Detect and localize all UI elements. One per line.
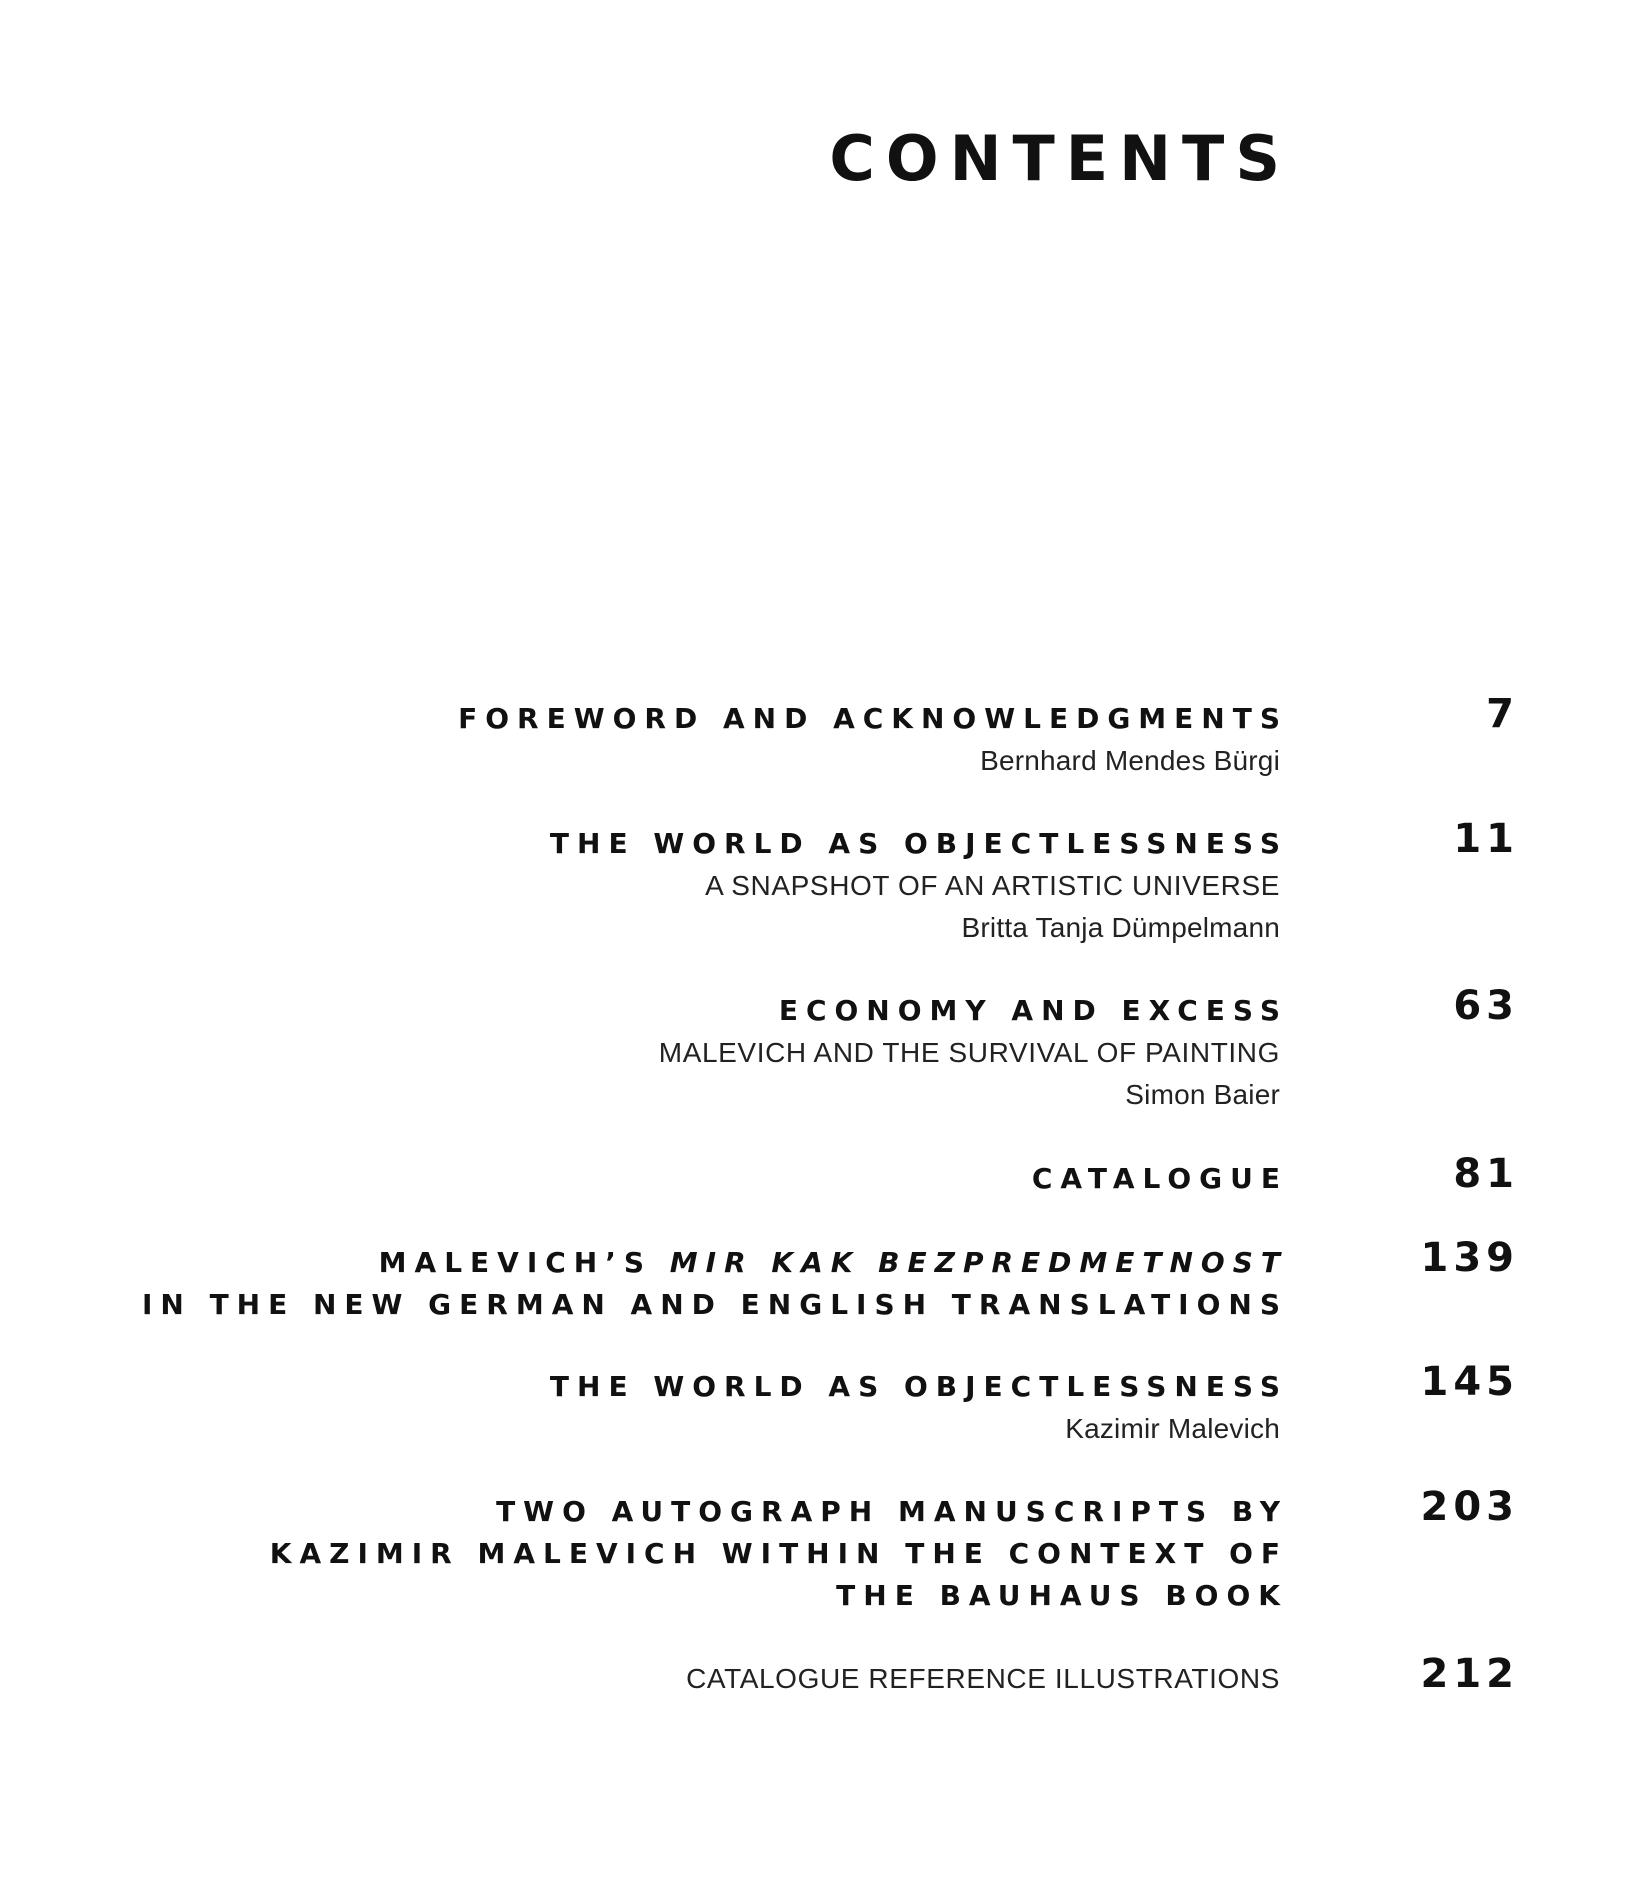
toc-entry-title [142, 1242, 1288, 1284]
toc-entry-author: Bernhard Mendes Bürgi [980, 745, 1280, 776]
toc-entry-subtitle: MALEVICH AND THE SURVIVAL OF PAINTING [658, 1037, 1280, 1068]
page-title: CONTENTS [829, 122, 1291, 195]
toc-entry-title-line2: KAZIMIR MALEVICH WITHIN THE CONTEXT OF [269, 1537, 1288, 1570]
toc-entry-text [549, 1366, 1288, 1450]
toc-entry-subtitle: A SNAPSHOT OF AN ARTISTIC UNIVERSE [705, 870, 1280, 901]
toc-entry-title: ECONOMY AND EXCESS [778, 994, 1288, 1027]
toc-entry-text [269, 1491, 1288, 1617]
toc-entry-text [686, 1658, 1280, 1700]
toc-entry-title-italic: MIR KAK BEZPREDMETNOST [669, 1246, 1288, 1279]
toc-entry-page: 203 [1420, 1484, 1519, 1530]
toc-entry-text [141, 1242, 1288, 1326]
toc-entry-title: THE WORLD AS OBJECTLESSNESS [549, 827, 1288, 860]
toc-entry-subtitle: CATALOGUE REFERENCE ILLUSTRATIONS [686, 1663, 1280, 1694]
toc-entry-page: 63 [1453, 983, 1519, 1029]
toc-entry-text [1031, 1158, 1288, 1200]
toc-entry-page: 212 [1420, 1651, 1519, 1697]
toc-entry-title: FOREWORD AND ACKNOWLEDGMENTS [458, 702, 1288, 735]
toc-entry-author: Britta Tanja Dümpelmann [961, 912, 1280, 943]
toc-entry-title-prefix: MALEVICH’S [378, 1246, 670, 1279]
toc-entry-title: THE WORLD AS OBJECTLESSNESS [549, 1370, 1288, 1403]
toc-entry-title: CATALOGUE [1031, 1162, 1288, 1195]
toc-entry-text [658, 990, 1288, 1116]
toc-entry-title-line1: TWO AUTOGRAPH MANUSCRIPTS BY [496, 1495, 1288, 1528]
toc-entry-title-line3: THE BAUHAUS BOOK [836, 1579, 1288, 1612]
toc-entry-page: 139 [1420, 1235, 1519, 1281]
toc-entry-page: 7 [1486, 691, 1519, 737]
toc-entry-page: 81 [1453, 1151, 1519, 1197]
toc-entry-author: Kazimir Malevich [1065, 1413, 1280, 1444]
toc-entry-author: Simon Baier [1125, 1079, 1280, 1110]
toc-entry-page: 145 [1420, 1359, 1519, 1405]
toc-entry-text [549, 823, 1288, 949]
toc-entry-text [458, 698, 1288, 782]
toc-entry-title-line2: IN THE NEW GERMAN AND ENGLISH TRANSLATIONS [141, 1288, 1288, 1321]
toc-entry-page: 11 [1453, 816, 1519, 862]
